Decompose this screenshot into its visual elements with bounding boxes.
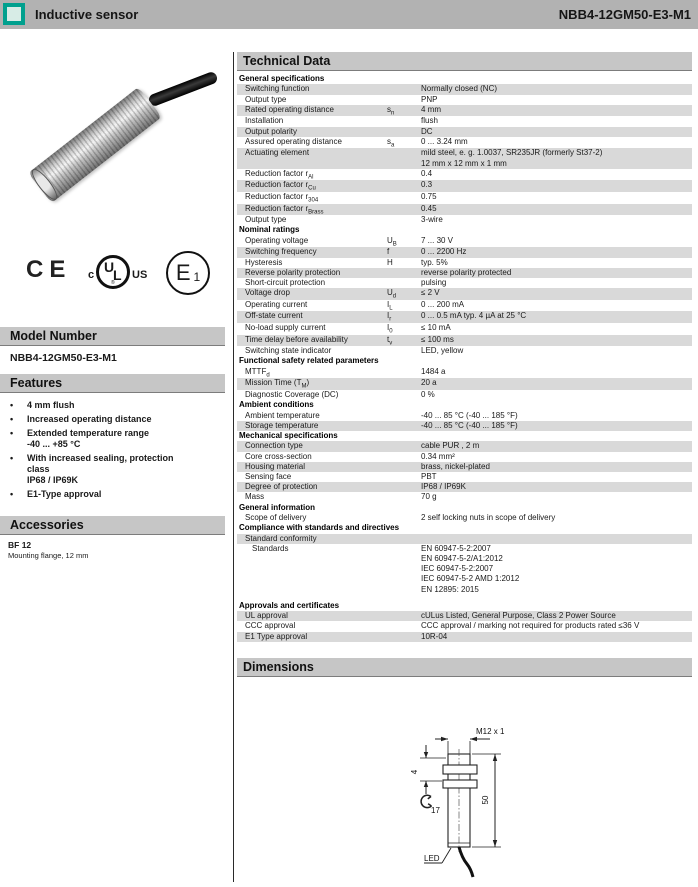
spec-row [237, 378, 692, 390]
spec-section-header: Compliance with standards and directives [239, 523, 400, 533]
e1-letter: E [175, 260, 191, 285]
model-number-value: NBB4-12GM50-E3-M1 [10, 352, 117, 364]
spec-value: 4 mm [421, 104, 441, 114]
spec-symbol [387, 462, 421, 472]
spec-value: ≤ 100 ms [421, 334, 454, 344]
led-label: LED [424, 854, 440, 863]
spec-label: Voltage drop [245, 288, 290, 298]
ul-l-label: L [113, 267, 122, 283]
spec-row [237, 513, 692, 523]
spec-symbol [387, 482, 421, 492]
spec-value: IP68 / IP69K [421, 482, 466, 492]
spec-value: LED, yellow [421, 346, 464, 356]
spec-label: Output type [245, 215, 287, 225]
dimension-drawing-svg [380, 712, 580, 884]
spec-symbol: $s_n$ [387, 104, 395, 117]
spec-row [237, 278, 692, 288]
spec-row [237, 192, 692, 204]
spec-symbol [387, 268, 421, 278]
spec-label: Reverse polarity protection [245, 267, 341, 277]
spec-value: 0 ... 3.24 mm [421, 136, 468, 146]
bullet-icon: • [10, 414, 14, 424]
drawing-cable [459, 847, 473, 877]
spec-symbol: H [387, 257, 393, 267]
spec-row [237, 544, 692, 595]
spec-label: No-load supply current [245, 322, 326, 332]
spec-label: Switching function [245, 84, 310, 94]
spec-label: Reduction factor $r_{Cu}$ [245, 180, 316, 192]
feature-text: Extended temperature range -40 ... +85 °C [27, 428, 150, 449]
spec-row [237, 472, 692, 482]
spec-value: 0 ... 0.5 mA typ. 4 µA at 25 °C [421, 311, 527, 321]
spec-label: Reduction factor $r_{Al}$ [245, 168, 314, 181]
spec-row [237, 411, 692, 421]
spec-symbol [387, 441, 421, 451]
spec-symbol [387, 492, 421, 502]
spec-label: Actuating element [245, 148, 310, 158]
spec-value: 0.4 [421, 168, 433, 178]
feature-item [10, 453, 222, 486]
product-photo-barrel [28, 87, 162, 203]
spec-value: 20 a [421, 378, 437, 388]
spec-row [237, 441, 692, 451]
spec-row [237, 335, 692, 347]
spec-label: Output type [245, 94, 287, 104]
spec-symbol: $I_r$ [387, 311, 392, 323]
spec-label: Ambient temperature [245, 410, 320, 420]
spec-value: 0.34 mm² [421, 451, 455, 461]
spec-symbol [387, 452, 421, 462]
spec-value: 70 g [421, 492, 437, 502]
spec-label: Off-state current [245, 311, 303, 321]
spec-row [237, 258, 692, 268]
spec-symbol: $s_a$ [387, 136, 395, 149]
hex-nut-2 [443, 780, 477, 788]
spec-label: Storage temperature [245, 420, 319, 430]
spec-label: E1 Type approval [245, 631, 308, 641]
spec-label: Operating current [245, 299, 308, 309]
spec-row [237, 127, 692, 137]
spec-row [237, 180, 692, 192]
spec-symbol [387, 148, 421, 168]
ul-circle [96, 255, 130, 289]
feature-text: 4 mm flush [27, 400, 75, 410]
spec-symbol [387, 127, 421, 137]
spec-label: Switching state indicator [245, 346, 332, 356]
feature-text: E1-Type approval [27, 489, 102, 499]
e1-mark-icon [166, 251, 210, 295]
spec-row [237, 148, 692, 168]
feature-text: With increased sealing, protection class IP68 / IP69K [27, 453, 174, 485]
spec-row [237, 169, 692, 181]
spec-section-header: General specifications [239, 74, 325, 83]
feature-item [10, 400, 222, 411]
hex-nut-1 [443, 765, 477, 774]
spec-row [237, 116, 692, 126]
spec-symbol: f [387, 247, 390, 257]
product-photo [8, 48, 224, 240]
spec-row [237, 346, 692, 356]
spec-section-header: Functional safety related parameters [239, 356, 379, 366]
spec-row [237, 534, 692, 544]
product-photo-cable [147, 70, 219, 107]
spec-row [237, 268, 692, 278]
spec-symbol [387, 367, 421, 379]
spec-label: Operating voltage [245, 235, 309, 245]
spec-value: DC [421, 126, 433, 136]
spec-symbol [387, 116, 421, 126]
spec-symbol [387, 611, 421, 621]
page-header [0, 0, 698, 29]
ul-registered-label: ® [111, 280, 115, 286]
spec-value: reverse polarity protected [421, 267, 512, 277]
spec-label: Mission Time $(T_M)$ [245, 378, 310, 390]
dimension-drawing [380, 712, 580, 884]
wrench-icon [421, 795, 431, 807]
spec-symbol [387, 421, 421, 431]
spec-section-header: General information [239, 502, 316, 512]
spec-symbol [387, 278, 421, 288]
spec-row [237, 84, 692, 94]
spec-value: 2 self locking nuts in scope of delivery [421, 513, 556, 523]
spec-row [237, 300, 692, 312]
spec-value: 3-wire [421, 215, 443, 225]
spec-label: Scope of delivery [245, 513, 307, 523]
spec-value: -40 ... 85 °C (-40 ... 185 °F) [421, 420, 518, 430]
spec-symbol [387, 513, 421, 523]
spec-row [237, 621, 692, 631]
spec-value: 0.45 [421, 203, 437, 213]
spec-section-header: Approvals and certificates [239, 600, 340, 610]
header-model-number: NBB4-12GM50-E3-M1 [558, 7, 691, 22]
spec-symbol [387, 378, 421, 390]
spec-label: Core cross-section [245, 451, 312, 461]
spec-symbol [387, 95, 421, 105]
spec-label: Standard conformity [245, 533, 317, 543]
accessory-name: BF 12 [8, 540, 32, 550]
ul-u-label: U [104, 259, 115, 275]
spec-symbol [387, 169, 421, 181]
spec-value: ≤ 10 mA [421, 322, 451, 332]
spec-row [237, 215, 692, 225]
spec-label: Switching frequency [245, 247, 317, 257]
spec-symbol [387, 192, 421, 204]
feature-item [10, 428, 222, 450]
spec-label: Standards [252, 543, 289, 553]
body-length-label: 50 [481, 795, 490, 805]
spec-label: Reduction factor $r_{304}$ [245, 192, 319, 204]
brand-square-icon [3, 3, 25, 25]
spec-value: 0 ... 2200 Hz [421, 247, 467, 257]
spec-table [237, 74, 692, 642]
spec-value: flush [421, 116, 438, 126]
spec-label: Output polarity [245, 126, 298, 136]
spec-value: 1484 a [421, 366, 446, 376]
spec-label: Reduction factor $r_{Brass}$ [245, 203, 324, 216]
spec-label: Short-circuit protection [245, 278, 326, 287]
bullet-icon: • [10, 489, 14, 499]
features-list [10, 400, 222, 503]
dimensions-heading: Dimensions [237, 658, 692, 677]
spec-value: 0 ... 200 mA [421, 299, 465, 309]
spec-row [237, 105, 692, 117]
spec-value: Normally closed (NC) [421, 84, 498, 94]
spec-row [237, 323, 692, 335]
bullet-icon: • [10, 453, 14, 463]
spec-row [237, 632, 692, 642]
spec-value: brass, nickel-plated [421, 461, 490, 471]
spec-value: 0.3 [421, 180, 433, 190]
spec-symbol [387, 346, 421, 356]
spec-symbol: $I_L$ [387, 299, 393, 312]
spec-value [421, 534, 692, 544]
spec-label: Hysteresis [245, 257, 283, 267]
spec-row [237, 462, 692, 472]
spec-label: Sensing face [245, 472, 292, 481]
spec-row [237, 236, 692, 248]
spec-row [237, 95, 692, 105]
spec-label: UL approval [245, 611, 288, 621]
spec-symbol [387, 180, 421, 192]
spec-symbol [387, 411, 421, 421]
spec-row [237, 482, 692, 492]
spec-symbol [387, 534, 421, 544]
spec-value: cULus Listed, General Purpose, Class 2 Power Source [421, 611, 616, 621]
accessory-description: Mounting flange, 12 mm [8, 551, 89, 560]
flush-length-label: 4 [410, 769, 419, 775]
spec-row [237, 137, 692, 149]
spec-symbol [387, 544, 421, 595]
spec-symbol [387, 390, 421, 400]
spec-symbol: $U_B$ [387, 235, 397, 248]
spec-symbol [387, 632, 421, 642]
spec-row [237, 247, 692, 257]
spec-value: typ. 5% [421, 257, 448, 267]
spec-symbol [387, 621, 421, 631]
spec-value: 0 % [421, 389, 435, 399]
spec-section-header: Ambient conditions [239, 400, 314, 410]
spec-value: mild steel, e. g. 1.0037, SR235JR (formerly St37-2) 12 mm x 12 mm x 1 mm [421, 148, 603, 168]
spec-symbol: $I_0$ [387, 322, 393, 335]
column-divider [233, 52, 234, 882]
ce-mark-icon: CE [26, 256, 72, 283]
model-number-heading: Model Number [0, 327, 225, 346]
feature-item [10, 489, 222, 500]
spec-symbol [387, 84, 421, 94]
page-title: Inductive sensor [35, 7, 139, 22]
spec-symbol: $t_v$ [387, 334, 393, 347]
spec-value: -40 ... 85 °C (-40 ... 185 °F) [421, 410, 518, 420]
spec-label: Installation [245, 116, 284, 126]
e1-number: 1 [193, 270, 201, 284]
spec-label: Mass [245, 492, 265, 502]
spec-label: Rated operating distance [245, 104, 334, 114]
cULus-c-label: c [88, 269, 95, 281]
technical-data-heading: Technical Data [237, 52, 692, 71]
spec-label: CCC approval [245, 621, 296, 631]
spec-row [237, 204, 692, 216]
spec-section-header: Mechanical specifications [239, 430, 338, 440]
cULus-us-label: US [132, 269, 148, 281]
spec-label: $MTTF_d$ [245, 366, 270, 379]
spec-value: 10R-04 [421, 631, 448, 641]
features-heading: Features [0, 374, 225, 393]
spec-value: PBT [421, 472, 437, 481]
thread-size-label: M12 x 1 [476, 727, 505, 736]
wrench-size-label: 17 [431, 806, 440, 815]
spec-symbol [387, 204, 421, 216]
certification-logos [0, 250, 225, 308]
spec-section-header: Nominal ratings [239, 225, 300, 235]
spec-symbol [387, 472, 421, 482]
spec-symbol: $U_d$ [387, 288, 397, 300]
accessories-heading: Accessories [0, 516, 225, 535]
spec-value: cable PUR , 2 m [421, 441, 480, 451]
spec-label: Degree of protection [245, 482, 318, 492]
spec-value: ≤ 2 V [421, 288, 440, 298]
spec-value: PNP [421, 94, 438, 104]
spec-value: CCC approval / marking not required for products rated ≤36 V [421, 621, 640, 631]
spec-value: pulsing [421, 278, 447, 287]
spec-label: Assured operating distance [245, 136, 342, 146]
bullet-icon: • [10, 428, 14, 438]
spec-row [237, 611, 692, 621]
spec-label: Housing material [245, 461, 306, 471]
spec-row [237, 311, 692, 323]
spec-label: Diagnostic Coverage (DC) [245, 389, 339, 399]
feature-text: Increased operating distance [27, 414, 152, 424]
bullet-icon: • [10, 400, 14, 410]
spec-row [237, 288, 692, 300]
spec-row [237, 452, 692, 462]
spec-row [237, 492, 692, 502]
spec-label: Connection type [245, 441, 303, 451]
spec-value: 0.75 [421, 192, 437, 201]
spec-row [237, 390, 692, 400]
feature-item [10, 414, 222, 425]
spec-label: Time delay before availability [245, 334, 348, 344]
spec-row [237, 367, 692, 379]
spec-row [237, 421, 692, 431]
spec-value: 7 ... 30 V [421, 235, 454, 245]
spec-symbol [387, 215, 421, 225]
cULus-mark-icon [88, 253, 150, 297]
spec-value: EN 60947-5-2:2007 EN 60947-5-2/A1:2012 IEC 60947-5-2:2007 IEC 60947-5-2 AMD 1:2012 EN 12895: 2015 [421, 543, 520, 594]
